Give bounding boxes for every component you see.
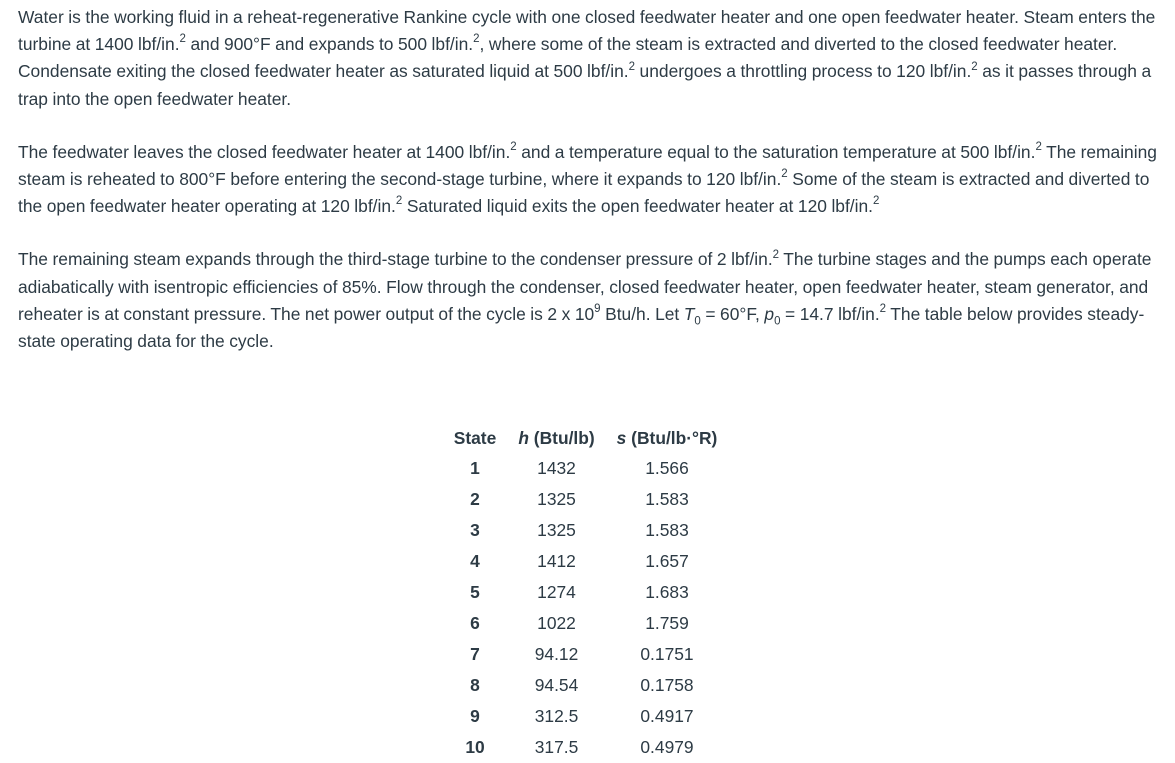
table-row xyxy=(444,453,727,484)
superscript-2: 2 xyxy=(179,33,186,46)
state-cell: 7 xyxy=(470,644,480,664)
superscript-9: 9 xyxy=(594,303,601,316)
state-cell: 2 xyxy=(470,489,480,509)
table-row xyxy=(444,484,727,515)
p2-text-b: and a temperature equal to the saturation temperature at 500 lbf/in. xyxy=(516,141,1036,162)
superscript-2: 2 xyxy=(772,248,780,261)
entropy-cell: 1.759 xyxy=(645,613,689,633)
header-enthalpy xyxy=(506,424,607,453)
superscript-2: 2 xyxy=(781,168,788,181)
entropy-cell: 0.1751 xyxy=(640,644,694,664)
state-cell: 1 xyxy=(470,458,480,478)
enthalpy-cell: 94.54 xyxy=(534,675,579,695)
subscript-0: 0 xyxy=(694,315,701,328)
entropy-cell: 1.583 xyxy=(645,520,689,540)
state-data-table xyxy=(444,424,727,763)
entropy-cell: 0.4917 xyxy=(640,706,694,726)
state-cell: 10 xyxy=(465,737,485,757)
p1-text-a: Water is the working fluid in a reheat-regenerative Rankine cycle with one closed feedwater heater and one open feedwater heater. Steam enters the turbine at 1400 lbf/in. xyxy=(18,7,1156,55)
superscript-2: 2 xyxy=(879,303,887,316)
state-cell: 6 xyxy=(470,613,480,633)
entropy-cell: 0.1758 xyxy=(640,675,694,695)
table-row xyxy=(444,701,727,732)
p3-text-b: The turbine stages and the pumps each operate adiabatically with isentropic efficiencies of 85%. Flow through the condenser, closed feedwater heater, open feedwater heater, steam generator, and reheater is at constant pressure. The net power output of the cycle is 2 x 10 xyxy=(18,249,1152,324)
enthalpy-cell: 1325 xyxy=(537,520,576,540)
p2-text-e: Saturated liquid exits the open feedwater heater at 120 lbf/in. xyxy=(402,196,874,217)
superscript-2: 2 xyxy=(510,141,517,154)
superscript-2: 2 xyxy=(1035,141,1042,154)
p1-text-e: as it passes through a trap into the open feedwater heater. xyxy=(18,61,1152,109)
superscript-2: 2 xyxy=(473,33,480,46)
enthalpy-cell: 1022 xyxy=(537,613,576,633)
p2-text-c: The remaining steam is reheated to 800°F before entering the second-stage turbine, where it expands to 120 lbf/in. xyxy=(18,141,1157,190)
header-state: State xyxy=(453,428,497,448)
superscript-2: 2 xyxy=(873,195,880,208)
enthalpy-cell: 312.5 xyxy=(534,706,579,726)
entropy-cell: 0.4979 xyxy=(640,737,694,757)
header-s-unit: (Btu/lb·°R) xyxy=(626,428,718,448)
table-row xyxy=(444,515,727,546)
table-row xyxy=(444,546,727,577)
p3-text-e: = 14.7 lbf/in. xyxy=(780,303,880,324)
p2-text-a: The feedwater leaves the closed feedwater heater at 1400 lbf/in. xyxy=(18,141,511,162)
header-h-var: h xyxy=(518,428,529,448)
superscript-2: 2 xyxy=(628,60,636,73)
enthalpy-cell: 94.12 xyxy=(534,644,579,664)
variable-p: p xyxy=(764,303,775,324)
state-cell: 8 xyxy=(470,675,480,695)
p3-text-f: The table below provides steady-state operating data for the cycle. xyxy=(18,303,1145,352)
enthalpy-cell: 1325 xyxy=(537,489,576,509)
p3-text-a: The remaining steam expands through the third-stage turbine to the condenser pressure of 2 lbf/in. xyxy=(18,249,773,270)
state-cell: 3 xyxy=(470,520,480,540)
subscript-0: 0 xyxy=(774,315,781,328)
paragraph-cycle-description xyxy=(18,4,1157,113)
p1-text-b: and 900°F and expands to 500 lbf/in. xyxy=(185,34,474,55)
entropy-cell: 1.583 xyxy=(645,489,689,509)
table-row xyxy=(444,577,727,608)
p1-text-d: undergoes a throttling process to 120 lbf/in. xyxy=(635,61,972,82)
paragraph-feedwater xyxy=(18,139,1157,221)
table-row xyxy=(444,670,727,701)
variable-T: T xyxy=(683,303,695,324)
p3-text-c: Btu/h. Let xyxy=(600,303,684,324)
superscript-2: 2 xyxy=(395,195,403,208)
table-row xyxy=(444,639,727,670)
superscript-2: 2 xyxy=(971,60,978,73)
header-s-var: s xyxy=(616,428,627,448)
enthalpy-cell: 1274 xyxy=(537,582,576,602)
state-cell: 4 xyxy=(470,551,480,571)
header-h-unit: (Btu/lb) xyxy=(528,428,595,448)
enthalpy-cell: 1412 xyxy=(537,551,576,571)
enthalpy-cell: 317.5 xyxy=(534,737,579,757)
header-entropy xyxy=(607,424,727,453)
state-cell: 9 xyxy=(470,706,480,726)
table-row xyxy=(444,732,727,763)
table-row xyxy=(444,608,727,639)
enthalpy-cell: 1432 xyxy=(537,458,576,478)
p3-text-d: = 60°F, xyxy=(700,303,765,324)
p2-text-d: Some of the steam is extracted and diverted to the open feedwater heater operating at 120 lbf/in. xyxy=(18,169,1150,217)
entropy-cell: 1.683 xyxy=(645,582,689,602)
table-header-row xyxy=(444,424,727,453)
p1-text-c: , where some of the steam is extracted and diverted to the closed feedwater heater. Condensate exiting the closed feedwater heater as saturated liquid at 500 lbf/in. xyxy=(18,34,1118,82)
state-cell: 5 xyxy=(470,582,480,602)
entropy-cell: 1.657 xyxy=(645,551,689,571)
paragraph-conditions xyxy=(18,246,1157,355)
entropy-cell: 1.566 xyxy=(645,458,689,478)
